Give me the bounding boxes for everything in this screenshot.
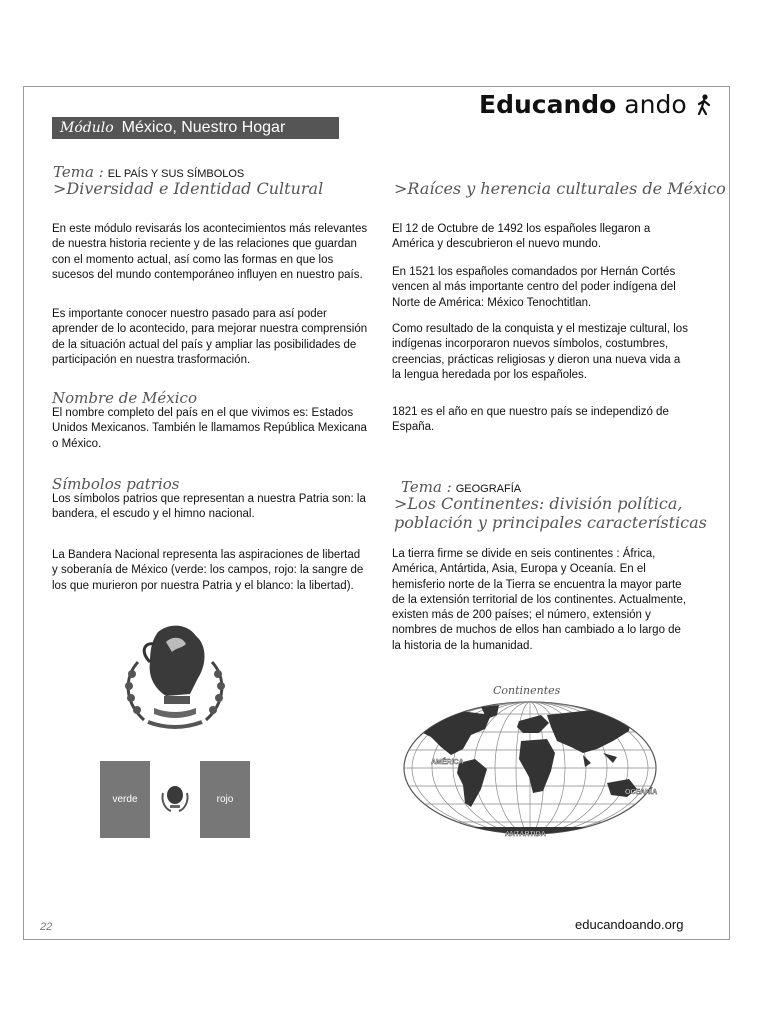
simbolos-heading: Símbolos patrios	[52, 475, 180, 493]
flag-red-band	[200, 761, 250, 838]
page-number: 22	[40, 921, 53, 933]
simbolos-paragraph: Los símbolos patrios que representan a nuestra Patria son: la bandera, el escudo y el himno nacional.	[52, 493, 366, 521]
brand-logo	[479, 90, 711, 119]
continentes-paragraph: La tierra firme se divide en seis continentes : África, América, Antártida, Asia, Europa y Oceanía. En el hemisferio norte de la Tierra se encuentra la mayor parte de la extensión territorial de los continentes. Actualmente, existen más de 200 países; el número, extensión y nombres de muchos de ellos han cambiado a lo largo de la historia de la humanidad.	[392, 548, 687, 652]
module-banner	[52, 117, 339, 139]
raices-paragraph-1821: 1821 es el año en que nuestro país se independizó de España.	[392, 406, 669, 434]
map-title: Continentes	[493, 684, 561, 697]
map-label-oceania: OCEANÍA	[625, 789, 658, 796]
nombre-paragraph: El nombre completo del país en el que vivimos es: Estados Unidos Mexicanos. También le llamamos República Mexicana o México.	[52, 407, 367, 450]
raices-paragraph-1492: El 12 de Octubre de 1492 los españoles llegaron a América y descubrieron el nuevo mundo.	[392, 223, 651, 251]
right-tema-text: GEOGRAFÍA	[455, 483, 522, 495]
right-tema-label: Tema :	[401, 478, 452, 496]
nombre-heading: Nombre de México	[52, 389, 197, 407]
left-intro-paragraph: En este módulo revisarás los acontecimientos más relevantes de nuestra historia reciente y de las relaciones que guardan con el momento actual, así como las formas en que los sucesos del mundo contemporáneo influyen en nuestro país.	[52, 223, 368, 281]
flag-green-band	[100, 761, 150, 838]
flag-red-label: rojo	[216, 794, 234, 805]
module-title: México, Nuestro Hogar	[121, 119, 286, 136]
left-tema-label: Tema :	[53, 163, 104, 181]
flag-emblem-icon	[150, 761, 200, 838]
map-label-antartida: ANTÁRTIDA	[505, 831, 546, 838]
continentes-subtema-line1: >Los Continentes: división política,	[394, 494, 683, 513]
map-label-america: AMÉRICA	[431, 759, 464, 766]
left-importance-paragraph: Es importante conocer nuestro pasado para así poder aprender de lo acontecido, para mejorar nuestra comprensión de la situación actual del país y ampliar las posibilidades de participación en nuestra trasformación.	[52, 308, 368, 366]
mexican-flag	[100, 761, 250, 838]
walker-icon	[697, 94, 711, 116]
module-label: Módulo	[60, 120, 114, 136]
raices-paragraph-1521: En 1521 los españoles comandados por Hernán Cortés vencen al más importante centro del poder indígena del Norte de América: México Tenochtitlan.	[392, 266, 676, 309]
flag-white-band	[150, 761, 200, 838]
raices-paragraph-conquista: Como resultado de la conquista y el mestizaje cultural, los indígenas incorporaron nuevos símbolos, costumbres, creencias, prácticas religiosas y dieron una nueva vida a la lengua heredada por los españoles.	[392, 323, 688, 381]
website-link[interactable]: educandoando.org	[575, 917, 684, 932]
left-tema-text: EL PAÍS Y SUS SÍMBOLOS	[107, 168, 245, 180]
world-map-icon	[401, 697, 659, 841]
left-subtema: >Diversidad e Identidad Cultural	[53, 179, 324, 198]
raices-heading: >Raíces y herencia culturales de México	[394, 179, 726, 198]
continentes-subtema-line2: población y principales características	[394, 513, 707, 532]
mexican-coat-of-arms-icon	[110, 622, 240, 734]
bandera-paragraph: La Bandera Nacional representa las aspiraciones de libertad y soberanía de México (verde: los campos, rojo: la sangre de los que murieron por nuestra Patria y el blanco: la libertad).	[52, 549, 364, 592]
brand-light: ando	[624, 90, 687, 119]
flag-green-label: verde	[112, 794, 138, 805]
brand-bold: Educando	[479, 90, 617, 119]
